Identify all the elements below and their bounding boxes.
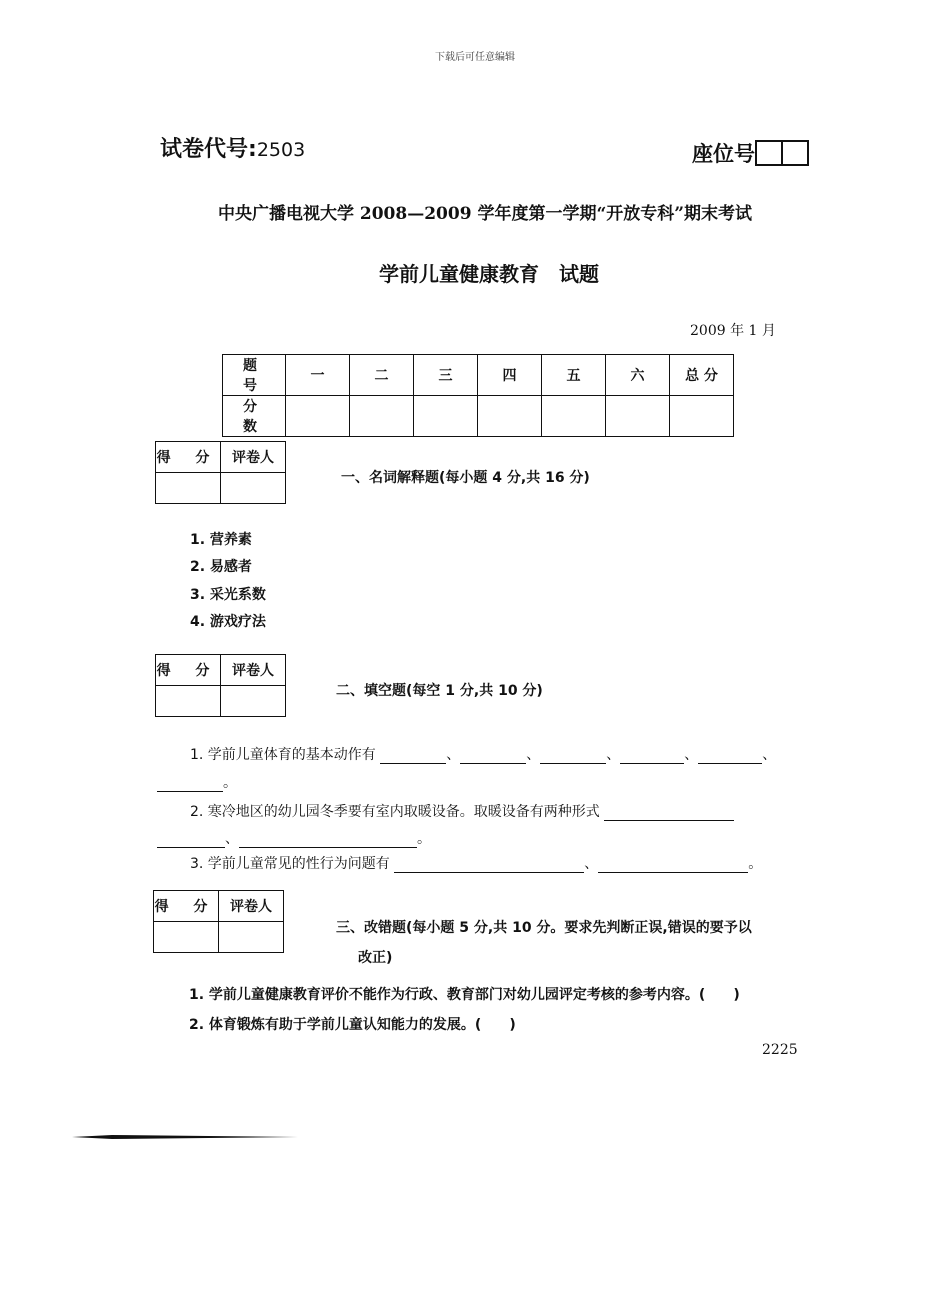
page-number: 2225 — [762, 1042, 798, 1058]
col-total: 总 分 — [670, 355, 734, 396]
fill-question-2-text: 2. 寒冷地区的幼儿园冬季要有室内取暖设备。取暖设备有两种形式 — [190, 804, 600, 820]
fill-question-1-text: 1. 学前儿童体育的基本动作有 — [190, 747, 376, 763]
grader-score-cell[interactable] — [156, 686, 221, 717]
section-3-title-line1: 三、改错题(每小题 5 分,共 10 分。要求先判断正误,错误的要予以 — [336, 920, 752, 936]
section-1-item-3: 3. 采光系数 — [190, 587, 266, 603]
section-1-title: 一、名词解释题(每小题 4 分,共 16 分) — [341, 470, 590, 486]
grader-score-label: 得 分 — [156, 442, 221, 473]
paper-code — [160, 132, 305, 163]
answer-blank[interactable] — [620, 749, 684, 764]
score-cell-total[interactable] — [670, 396, 734, 437]
answer-blank[interactable] — [598, 858, 748, 873]
answer-blank[interactable] — [604, 806, 734, 821]
grader-score-label: 得 分 — [156, 655, 221, 686]
fill-question-1-cont — [157, 772, 237, 792]
answer-blank[interactable] — [460, 749, 526, 764]
grader-score-cell[interactable] — [156, 473, 221, 504]
score-table — [222, 354, 734, 437]
dun-mark: 、 — [762, 747, 777, 763]
score-table-header-row — [223, 355, 734, 396]
score-cell-1[interactable] — [286, 396, 350, 437]
answer-blank[interactable] — [394, 858, 584, 873]
score-cell-5[interactable] — [542, 396, 606, 437]
section-3-title-line2: 改正) — [358, 950, 393, 966]
col-3: 三 — [414, 355, 478, 396]
course-title: 学前儿童健康教育 试题 — [379, 262, 599, 286]
grader-score-label: 得 分 — [154, 891, 219, 922]
section-1-item-4: 4. 游戏疗法 — [190, 614, 266, 630]
score-label: 分 数 — [223, 396, 286, 437]
exam-date: 2009 年 1 月 — [690, 323, 776, 339]
grader-box-2 — [155, 654, 286, 717]
grader-label: 评卷人 — [221, 442, 286, 473]
score-cell-6[interactable] — [606, 396, 670, 437]
grader-label: 评卷人 — [221, 655, 286, 686]
col-6: 六 — [606, 355, 670, 396]
paper-code-label: 试卷代号: — [160, 137, 257, 162]
grader-name-cell[interactable] — [221, 686, 286, 717]
section-1-item-2: 2. 易感者 — [190, 559, 252, 575]
grader-box-3 — [153, 890, 284, 953]
dun-mark: 、 — [684, 747, 699, 763]
dun-mark: 、 — [225, 831, 239, 847]
col-2: 二 — [350, 355, 414, 396]
fill-question-3-text: 3. 学前儿童常见的性行为问题有 — [190, 856, 390, 872]
period-mark: 。 — [223, 775, 237, 791]
fill-question-2 — [190, 801, 734, 821]
dun-mark: 、 — [606, 747, 621, 763]
period-mark: 。 — [748, 856, 763, 872]
section-3-item-2: 2. 体育锻炼有助于学前儿童认知能力的发展。( ) — [189, 1017, 516, 1033]
paper-code-value: 2503 — [256, 139, 306, 161]
col-4: 四 — [478, 355, 542, 396]
seat-number — [692, 138, 809, 168]
grader-label: 评卷人 — [219, 891, 284, 922]
seat-label: 座位号 — [692, 142, 755, 166]
fill-question-1 — [190, 744, 776, 764]
score-cell-3[interactable] — [414, 396, 478, 437]
scan-smudge — [72, 1134, 298, 1140]
answer-blank[interactable] — [380, 749, 446, 764]
top-note: 下载后可任意编辑 — [435, 52, 515, 63]
fill-question-3 — [190, 853, 762, 873]
score-table-score-row — [223, 396, 734, 437]
score-cell-2[interactable] — [350, 396, 414, 437]
grader-box-1 — [155, 441, 286, 504]
answer-blank[interactable] — [157, 833, 225, 848]
answer-blank[interactable] — [239, 833, 417, 848]
fill-question-2-cont — [157, 828, 431, 848]
dun-mark: 、 — [526, 747, 541, 763]
section-1-item-1: 1. 营养素 — [190, 532, 252, 548]
university-line: 中央广播电视大学 2008—2009 学年度第一学期“开放专科”期末考试 — [217, 204, 753, 224]
score-cell-4[interactable] — [478, 396, 542, 437]
dun-mark: 、 — [584, 856, 599, 872]
question-number-label: 题 号 — [223, 355, 286, 396]
section-2-title: 二、填空题(每空 1 分,共 10 分) — [336, 683, 543, 699]
period-mark: 。 — [417, 831, 431, 847]
answer-blank[interactable] — [698, 749, 762, 764]
seat-box-1[interactable] — [755, 140, 783, 166]
answer-blank[interactable] — [540, 749, 606, 764]
col-5: 五 — [542, 355, 606, 396]
seat-box-2[interactable] — [783, 140, 809, 166]
dun-mark: 、 — [446, 747, 461, 763]
grader-name-cell[interactable] — [219, 922, 284, 953]
grader-score-cell[interactable] — [154, 922, 219, 953]
answer-blank[interactable] — [157, 777, 223, 792]
section-3-item-1: 1. 学前儿童健康教育评价不能作为行政、教育部门对幼儿园评定考核的参考内容。( ) — [189, 987, 740, 1003]
grader-name-cell[interactable] — [221, 473, 286, 504]
col-1: 一 — [286, 355, 350, 396]
